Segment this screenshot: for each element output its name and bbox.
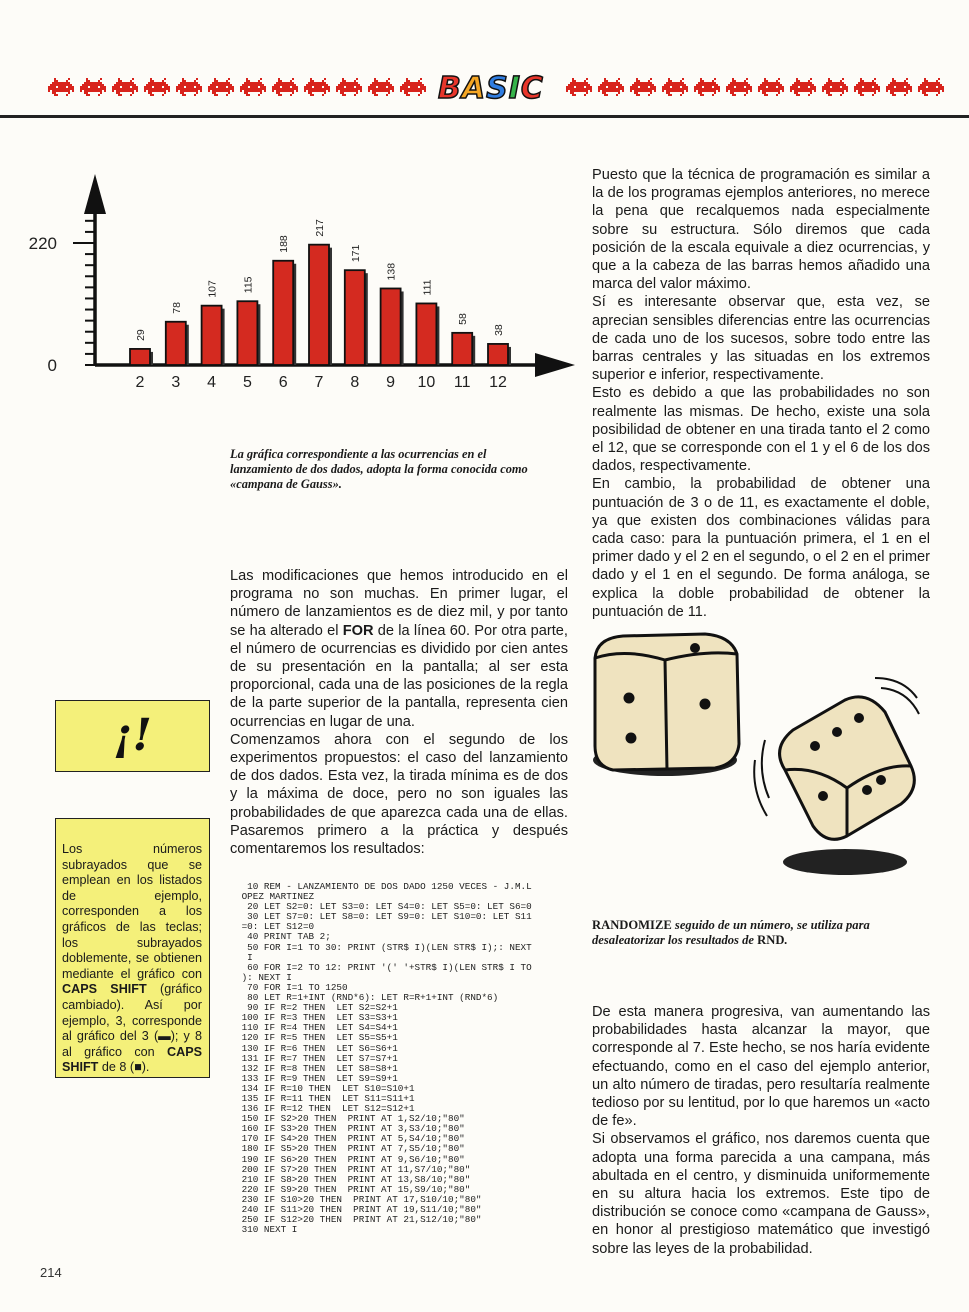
bar bbox=[345, 270, 365, 365]
bar bbox=[202, 306, 222, 365]
exclamation-icon: ¡! bbox=[113, 710, 152, 761]
x-tick-label: 9 bbox=[386, 374, 396, 391]
invader-icon bbox=[630, 76, 658, 98]
x-tick-label: 11 bbox=[453, 374, 471, 391]
right-paragraph-5: De esta manera progresiva, van aumentando las probabilidades hasta alcanzar la mayor, que corresponde al 7. Este hecho, se nos haría evidente efectuando, como en el caso del ejemplo anterior, un alto número de tiradas, pero resultaría realmente tedioso por su lentitud, por lo que haremos un «acto de fe». bbox=[592, 1004, 930, 1130]
bar bbox=[381, 288, 401, 365]
invader-icon bbox=[368, 76, 396, 98]
dice-illustration bbox=[585, 620, 930, 885]
invader-icon bbox=[240, 76, 268, 98]
invader-icon bbox=[272, 76, 300, 98]
x-tick-label: 7 bbox=[314, 374, 324, 391]
graphic-block-3-icon: ▬ bbox=[158, 1029, 171, 1044]
logo-letter: C bbox=[520, 71, 544, 106]
invader-icon bbox=[662, 76, 690, 98]
bar bbox=[309, 245, 329, 365]
code-listing: 10 REM - LANZAMIENTO DE DOS DADO 1250 VECES - J.M.L OPEZ MARTINEZ 20 LET S2=0: LET S3=0: LET S4=0: LET S5=0: LET S6=0 30 LET S7=0: LET S8=0: LET S9=0: LET S10=0: LET S11 =0: LET S12=0 40 PRINT TAB 2; 50 FOR I=1 TO 30: PRINT (STR$ I)(LEN STR$ I);: NEXT I 60 FOR I=2 TO 12: PRINT '(' '+STR$ I)(LEN STR$ I TO ): NEXT I 70 FOR I=1 TO 1250 80 LET R=1+INT (RND*6): LET R=R+1+INT (RND*6) 90 IF R=2 THEN LET S2=S2+1 100 IF R=3 THEN LET S3=S3+1 110 IF R=4 THEN LET S4=S4+1 120 IF R=5 THEN LET S5=S5+1 130 IF R=6 THEN LET S6=S6+1 131 IF R=7 THEN LET S7=S7+1 132 IF R=8 THEN LET S8=S8+1 133 IF R=9 THEN LET S9=S9+1 134 IF R=10 THEN LET S10=S10+1 135 IF R=11 THEN LET S11=S11+1 136 IF R=12 THEN LET S12=S12+1 150 IF S2>20 THEN PRINT AT 1,S2/10;"80" 160 IF S3>20 THEN PRINT AT 3,S3/10;"80" 170 IF S4>20 THEN PRINT AT 5,S4/10;"80" 180 IF S5>20 THEN PRINT AT 7,S5/10;"80" 190 IF S6>20 THEN PRINT AT 9,S6/10;"80" 200 IF S7>20 THEN PRINT AT 11,S7/10;"80" 210 IF S8>20 THEN PRINT AT 13,S8/10;"80" 220 IF S9>20 THEN PRINT AT 15,S9/10;"80" 230 IF S10>20 THEN PRINT AT 17,S10/10;"80" 240 IF S11>20 THEN PRINT AT 19,S11/10;"80" 250 IF S12>20 THEN PRINT AT 21,S12/10;"80" 310 NEXT I bbox=[241, 881, 532, 1236]
invader-icon bbox=[726, 76, 754, 98]
header-rule bbox=[0, 115, 969, 118]
invader-icon bbox=[758, 76, 786, 98]
logo-letter: S bbox=[486, 71, 509, 106]
bar-value-label: 188 bbox=[278, 235, 291, 253]
chart-caption: La gráfica correspondiente a las ocurrencias en el lanzamiento de dos dados, adopta la forma conocida como «campana de Gauss». bbox=[230, 447, 528, 491]
x-axis-arrow bbox=[535, 353, 575, 377]
invader-icon bbox=[80, 76, 108, 98]
invader-icon bbox=[566, 76, 594, 98]
right-paragraph-3: Esto es debido a que las probabilidades no son realmente las mismas. De hecho, existe una sola posibilidad de obtener en una tirada tanto el 2 como el 12, que se corresponde con el 1 y el 6 de los dos dados, respectivamente. bbox=[592, 385, 930, 475]
invader-icon bbox=[886, 76, 914, 98]
basic-logo bbox=[438, 71, 544, 106]
invader-icon bbox=[918, 76, 946, 98]
note-text: Los números subrayados que se emplean en los listados de ejemplo, corresponden a los gráficos de las teclas; los subrayados doblemente, se obtienen mediante el gráfico con CAPS SHIFT (gráfico cambiado). Así por ejemplo, 3, corresponde al gráfico del 3 (▬); y 8 al gráfico con CAPS SHIFT de 8 (■). bbox=[62, 842, 202, 1075]
bar-value-label: 115 bbox=[242, 276, 255, 294]
y-tick-label: 0 bbox=[47, 356, 57, 375]
invader-icon bbox=[208, 76, 236, 98]
bar bbox=[166, 322, 186, 365]
bar bbox=[488, 344, 508, 365]
bar-value-label: 111 bbox=[421, 279, 434, 296]
y-axis-arrow bbox=[84, 174, 106, 214]
invader-icon bbox=[598, 76, 626, 98]
right-paragraph-1: Puesto que la técnica de programación es similar a la de los programas ejemplos anteriores, no merece la pena que recalquemos nada especialmente sobre su estructura. Sólo diremos que cada posición de la escala equivale a diez ocurrencias, y que a la cabeza de las barras hemos añadido una marca del valor máximo. bbox=[592, 167, 930, 293]
right-paragraph-4: En cambio, la probabilidad de obtener una puntuación de 3 o de 11, es exactamente el doble, ya que existen dos combinaciones válidas para cada caso: para la puntuación primera, el 1 en el primer dado y el 2 en el segundo, o el 2 en el primer dado y el 1 en el segundo. De forma análoga, se explica la doble probabilidad de obtener la puntuación de 11. bbox=[592, 476, 930, 620]
invader-icon bbox=[112, 76, 140, 98]
right-paragraph-2: Sí es interesante observar que, esta vez, se aprecian sensibles diferencias entre las ocurrencias de cada uno de los sucesos, sobre todo entre las barras centrales y las situadas en los extremos superior e inferior, respectivamente. bbox=[592, 294, 930, 384]
invader-row-right bbox=[566, 76, 946, 104]
x-tick-label: 10 bbox=[417, 374, 436, 391]
invader-icon bbox=[694, 76, 722, 98]
left-paragraph-2: Comenzamos ahora con el segundo de los experimentos propuestos: el caso del lanzamiento de dos dados. Esta vez, la tirada mínima es de dos y la máxima de doce, pero no son iguales las probabilidades de que aparezca cada una de ellas. Pasaremos primero a la práctica y después comentaremos los resultados: bbox=[230, 731, 568, 858]
invader-icon bbox=[336, 76, 364, 98]
y-tick-label: 220 bbox=[28, 234, 57, 253]
bar bbox=[130, 349, 150, 365]
x-tick-label: 2 bbox=[135, 374, 145, 391]
x-tick-label: 4 bbox=[207, 374, 217, 391]
bar-chart bbox=[28, 165, 585, 395]
bar-value-label: 78 bbox=[170, 302, 183, 314]
invader-icon bbox=[176, 76, 204, 98]
left-paragraph-1: Las modificaciones que hemos introducido en el programa no son muchas. En primer lugar, el número de lanzamientos es de diez mil, y por tanto se ha alterado el FOR de la línea 60. Por otra parte, el número de ocurrencias es dividido por cien antes de su presentación en la pantalla; al ser esta proporcional, cada una de las posiciones de la regla de la parte superior de la pantalla, representa cien ocurrencias en lugar de una. bbox=[230, 568, 568, 730]
die-right bbox=[754, 678, 919, 875]
logo-letter: A bbox=[461, 71, 487, 106]
x-tick-label: 5 bbox=[242, 374, 252, 391]
bar-value-label: 58 bbox=[457, 313, 470, 325]
right-column-text-bottom bbox=[592, 1003, 930, 1258]
left-column-text bbox=[230, 567, 568, 858]
x-tick-label: 6 bbox=[278, 374, 288, 391]
bar bbox=[452, 333, 472, 365]
right-paragraph-6: Si observamos el gráfico, nos daremos cuenta que adopta una forma parecida a una campana, más abultada en el centro, y disminuida uniformemente en su altura hacia los extremos. Este tipo de distribución se conoce como «campana de Gauss», en honor al prestigioso matemático que investigó sobre las leyes de la probabilidad. bbox=[592, 1131, 930, 1257]
bar bbox=[237, 301, 257, 365]
page-header bbox=[0, 0, 969, 128]
invader-icon bbox=[144, 76, 172, 98]
right-column-text-top bbox=[592, 166, 930, 621]
x-tick-label: 8 bbox=[350, 374, 360, 391]
logo-letter: I bbox=[508, 71, 521, 106]
bar bbox=[416, 303, 436, 365]
bar-value-label: 29 bbox=[135, 329, 147, 341]
x-tick-label: 12 bbox=[489, 374, 507, 391]
bar-value-label: 107 bbox=[206, 280, 219, 298]
dice-caption: RANDOMIZE seguido de un número, se utiliza para desaleatorizar los resultados de RND. bbox=[592, 918, 870, 947]
die-left bbox=[593, 634, 739, 776]
invader-row-left bbox=[48, 76, 428, 104]
invader-icon bbox=[854, 76, 882, 98]
keyword-for: FOR bbox=[342, 622, 374, 639]
bar bbox=[273, 261, 293, 365]
invader-icon bbox=[304, 76, 332, 98]
bar-value-label: 138 bbox=[385, 262, 398, 281]
logo-letter: B bbox=[438, 71, 462, 106]
graphic-block-8-icon: ■ bbox=[134, 1060, 142, 1075]
invader-icon bbox=[400, 76, 428, 98]
page-number: 214 bbox=[40, 1265, 62, 1280]
invader-icon bbox=[790, 76, 818, 98]
invader-icon bbox=[48, 76, 76, 98]
invader-icon bbox=[822, 76, 850, 98]
x-tick-label: 3 bbox=[171, 374, 181, 391]
bar-value-label: 217 bbox=[314, 219, 326, 237]
bar-value-label: 171 bbox=[349, 244, 362, 263]
bar-value-label: 38 bbox=[493, 324, 505, 336]
